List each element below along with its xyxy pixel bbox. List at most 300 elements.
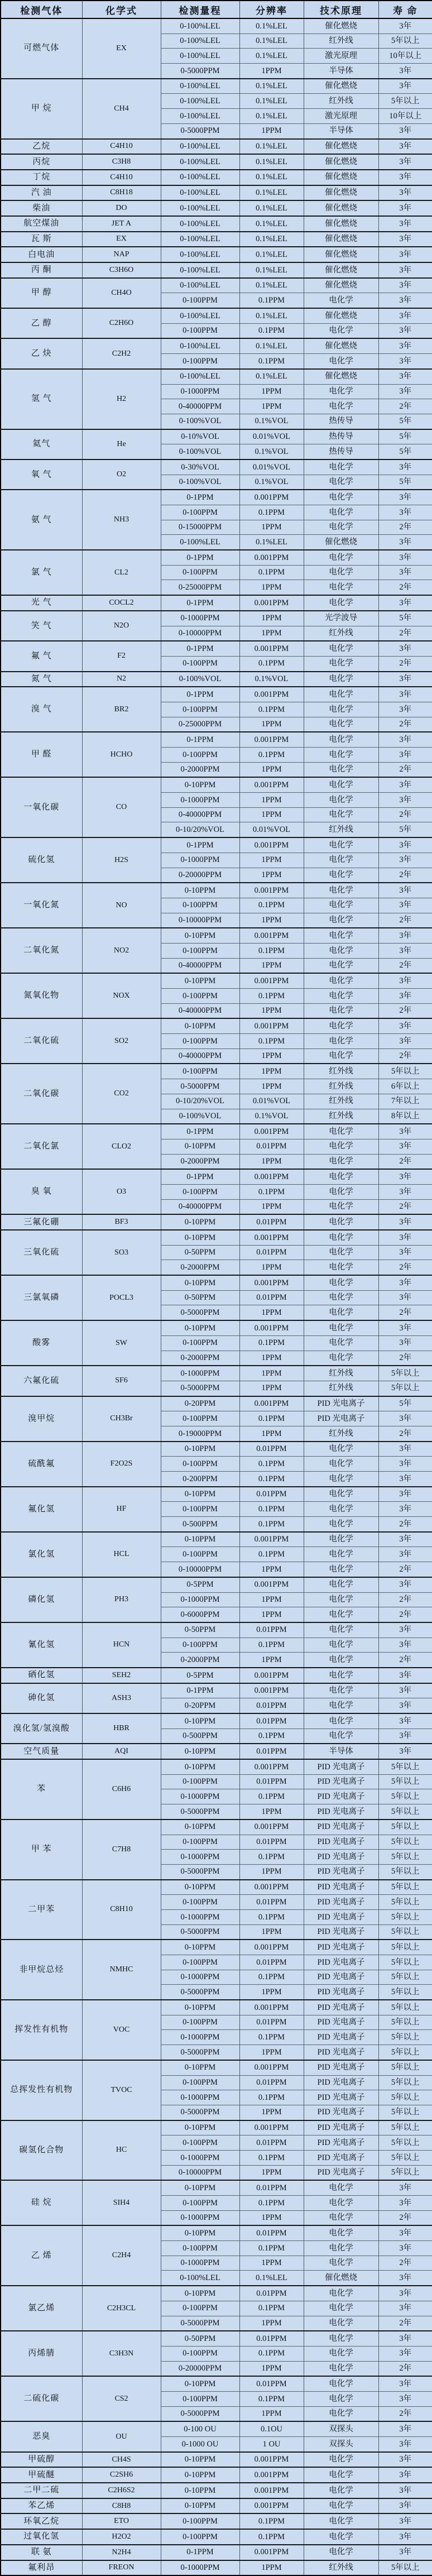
principle-cell: PID 光电离子 [304,1835,378,1850]
principle-cell: PID 光电离子 [304,1970,378,1985]
lifespan-cell: 3年 [378,1139,432,1154]
resolution-cell: 1PPM [239,1804,304,1820]
lifespan-cell: 5年 [378,444,432,459]
resolution-cell: 1PPM [239,717,304,732]
principle-cell: 电化学 [304,717,378,732]
principle-cell: PID 光电离子 [304,2045,378,2060]
principle-cell: 催化燃烧 [304,278,378,293]
lifespan-cell: 2年 [378,1260,432,1275]
principle-cell: 催化燃烧 [304,232,378,247]
principle-cell: 电化学 [304,1698,378,1713]
principle-cell: 电化学 [304,1517,378,1532]
lifespan-cell: 3年 [378,293,432,308]
principle-cell: 红外线 [304,33,378,49]
lifespan-cell: 3年 [378,2452,432,2468]
gas-name-cell: 汽 油 [1,185,82,201]
resolution-cell: 0.1OU [239,2421,304,2436]
table-row [1,1668,432,1683]
range-cell: 0-200PPM [161,1472,239,1487]
range-cell: 0-5000PPM [161,2045,239,2060]
lifespan-cell: 5年以上 [378,2015,432,2030]
gas-name-cell: 三氯氧磷 [1,1275,82,1320]
lifespan-cell: 6年以上 [378,1079,432,1094]
resolution-cell: 0.001PPM [239,1940,304,1955]
resolution-cell: 0.1%LEL [239,200,304,216]
formula-cell: DO [82,200,161,216]
lifespan-cell: 3年 [378,262,432,278]
range-cell: 0-10PPM [161,2060,239,2075]
principle-cell: 电化学 [304,2286,378,2301]
range-cell: 0-1PPM [161,550,239,565]
principle-cell: 电化学 [304,2316,378,2331]
table-row [1,973,432,988]
range-cell: 0-1000PPM [161,2150,239,2165]
gas-name-cell: 溴甲烷 [1,1396,82,1442]
principle-cell: 电化学 [304,1472,378,1487]
gas-name-cell: 二硫化碳 [1,2376,82,2421]
formula-cell: C8H10 [82,1880,161,1940]
table-row [1,2483,432,2498]
lifespan-cell: 5年以上 [378,1835,432,1850]
resolution-cell: 1PPM [239,1381,304,1396]
lifespan-cell: 2年 [378,807,432,822]
principle-cell: 电化学 [304,853,378,868]
resolution-cell: 0.1%LEL [239,216,304,232]
resolution-cell: 1PPM [239,1426,304,1441]
gas-name-cell: 二氧化硫 [1,1018,82,1064]
range-cell: 0-1000PPM [161,2030,239,2045]
range-cell: 0-1PPM [161,1169,239,1184]
range-cell: 0-100%LEL [161,185,239,201]
lifespan-cell: 5年以上 [378,1940,432,1955]
resolution-cell: 0.001PPM [239,1018,304,1033]
formula-cell: CO2 [82,1064,161,1124]
range-cell: 0-5000PPM [161,2105,239,2120]
principle-cell: 电化学 [304,1335,378,1351]
range-cell: 0-10000PPM [161,913,239,928]
range-cell: 0-100PPM [161,656,239,671]
principle-cell: 红外线 [304,1064,378,1079]
table-row [1,1940,432,1955]
principle-cell: PID 光电离子 [304,1864,378,1879]
lifespan-cell: 2年 [378,626,432,641]
gas-table-body [1,18,432,2575]
range-cell: 0-1000PPM [161,1970,239,1985]
table-header [1,1,432,18]
table-row [1,1622,432,1637]
lifespan-cell: 2年 [378,2316,432,2331]
resolution-cell: 0.001PPM [239,1320,304,1335]
range-cell: 0-1000PPM [161,384,239,399]
resolution-cell: 0.1PPM [239,505,304,520]
gas-name-cell: 乙 醇 [1,308,82,338]
formula-cell: H2O2 [82,2529,161,2545]
gas-name-cell: 氢 气 [1,369,82,429]
range-cell: 0-100 OU [161,2421,239,2436]
table-row [1,185,432,201]
principle-cell: 催化燃烧 [304,139,378,155]
lifespan-cell: 3年 [378,354,432,369]
resolution-cell: 0.001PPM [239,2498,304,2514]
formula-cell: C2H4 [82,2225,161,2286]
resolution-cell: 0.001PPM [239,1577,304,1592]
formula-cell: F2 [82,641,161,671]
resolution-cell: 1PPM [239,2210,304,2225]
range-cell: 0-100%LEL [161,139,239,155]
principle-cell: 红外线 [304,822,378,837]
lifespan-cell: 5年 [378,1396,432,1411]
range-cell: 0-1PPM [161,732,239,747]
principle-cell: 催化燃烧 [304,185,378,201]
principle-cell: 电化学 [304,2180,378,2195]
range-cell: 0-10/20%VOL [161,822,239,837]
principle-cell: 电化学 [304,323,378,338]
principle-cell: 双探头 [304,2437,378,2452]
principle-cell: 电化学 [304,293,378,308]
gas-name-cell: 甲 醇 [1,278,82,308]
principle-cell: 催化燃烧 [304,308,378,323]
resolution-cell: 1PPM [239,1154,304,1169]
formula-cell: ASH3 [82,1683,161,1713]
lifespan-cell: 2年 [378,399,432,414]
resolution-cell: 0.1%LEL [239,18,304,33]
principle-cell: 电化学 [304,1048,378,1064]
resolution-cell: 0.1PPM [239,1850,304,1865]
table-row [1,139,432,155]
lifespan-cell: 5年以上 [378,1880,432,1895]
resolution-cell: 0.1PPM [239,1335,304,1351]
resolution-cell: 0.01PPM [239,1835,304,1850]
resolution-cell: 1PPM [239,1562,304,1577]
range-cell: 0-5PPM [161,1577,239,1592]
resolution-cell: 0.001PPM [239,595,304,611]
resolution-cell: 0.01PPM [239,1698,304,1713]
formula-cell: PH3 [82,1577,161,1622]
lifespan-cell: 2年 [378,1607,432,1622]
resolution-cell: 1PPM [239,626,304,641]
principle-cell: 电化学 [304,1577,378,1592]
table-row [1,1275,432,1290]
resolution-cell: 0.1%LEL [239,49,304,64]
range-cell: 0-100PPM [161,354,239,369]
gas-name-cell: 三氧化硫 [1,1230,82,1275]
range-cell: 0-100PPM [161,1034,239,1049]
resolution-cell: 0.1PPM [239,1457,304,1472]
principle-cell: 电化学 [304,928,378,943]
formula-cell: FREON [82,2560,161,2576]
principle-cell: PID 光电离子 [304,1411,378,1426]
table-row [1,2060,432,2075]
principle-cell: 电化学 [304,2346,378,2361]
principle-cell: 电化学 [304,2376,378,2391]
principle-cell: PID 光电离子 [304,1820,378,1835]
principle-cell: PID 光电离子 [304,1789,378,1804]
formula-cell: N2H4 [82,2545,161,2560]
table-row [1,338,432,353]
principle-cell: 电化学 [304,2391,378,2406]
resolution-cell: 1PPM [239,2560,304,2576]
resolution-cell: 0.001PPM [239,1668,304,1683]
lifespan-cell: 3年 [378,2271,432,2286]
principle-cell: 光学波导 [304,611,378,626]
lifespan-cell: 5年以上 [378,2030,432,2045]
resolution-cell: 1PPM [239,1199,304,1214]
gas-name-cell: 丙烷 [1,154,82,170]
range-cell: 0-100PPM [161,1895,239,1910]
formula-cell: C3H6O [82,262,161,278]
gas-name-cell: 硫酰氟 [1,1442,82,1487]
principle-cell: PID 光电离子 [304,1759,378,1774]
range-cell: 0-5000PPM [161,1985,239,2000]
formula-cell: C3H8 [82,154,161,170]
principle-cell: 电化学 [304,913,378,928]
principle-cell: 催化燃烧 [304,170,378,185]
resolution-cell: 0.1PPM [239,2030,304,2045]
principle-cell: 电化学 [304,2467,378,2483]
lifespan-cell: 2年 [378,868,432,883]
resolution-cell: 1PPM [239,611,304,626]
lifespan-cell: 3年 [378,687,432,702]
formula-cell: C8H8 [82,2498,161,2514]
resolution-cell: 1PPM [239,2045,304,2060]
table-row [1,777,432,792]
table-row [1,18,432,33]
range-cell: 0-10/20%VOL [161,1094,239,1109]
resolution-cell: 1PPM [239,913,304,928]
formula-cell: NMHC [82,1940,161,2000]
lifespan-cell: 5年以上 [378,2000,432,2015]
gas-name-cell: 笑 气 [1,611,82,641]
gas-name-cell: 氟化氢 [1,1487,82,1532]
resolution-cell: 0.1%LEL [239,94,304,109]
lifespan-cell: 3年 [378,2513,432,2529]
gas-name-cell: 丙 酮 [1,262,82,278]
principle-cell: 半导体 [304,123,378,138]
lifespan-cell: 5年以上 [378,2045,432,2060]
range-cell: 0-100PPM [161,2391,239,2406]
lifespan-cell: 5年以上 [378,1820,432,1835]
lifespan-cell: 2年 [378,1154,432,1169]
principle-cell: 激光原理 [304,49,378,64]
principle-cell: 电化学 [304,565,378,580]
principle-cell: 半导体 [304,64,378,79]
principle-cell: 电化学 [304,2545,378,2560]
resolution-cell: 1PPM [239,1351,304,1366]
gas-name-cell: 过氧化氢 [1,2529,82,2545]
principle-cell: PID 光电离子 [304,1940,378,1955]
lifespan-cell: 3年 [378,595,432,611]
range-cell: 0-100PPM [161,943,239,958]
range-cell: 0-2000PPM [161,1351,239,1366]
gas-name-cell: 溴化氢/氢溴酸 [1,1713,82,1744]
principle-cell: 电化学 [304,989,378,1004]
table-row [1,1820,432,1835]
lifespan-cell: 2年 [378,2210,432,2225]
principle-cell: PID 光电离子 [304,1880,378,1895]
formula-cell: He [82,429,161,459]
principle-cell: 电化学 [304,732,378,747]
gas-name-cell: 二氧化氮 [1,928,82,973]
lifespan-cell: 3年 [378,1668,432,1683]
lifespan-cell: 5年以上 [378,1895,432,1910]
range-cell: 0-40000PPM [161,958,239,973]
range-cell: 0-50PPM [161,1622,239,1637]
range-cell: 0-100PPM [161,323,239,338]
range-cell: 0-100%LEL [161,308,239,323]
lifespan-cell: 3年 [378,79,432,94]
lifespan-cell: 3年 [378,18,432,33]
lifespan-cell: 2年 [378,1426,432,1441]
formula-cell: N2 [82,672,161,687]
table-row [1,732,432,747]
principle-cell: 红外线 [304,1109,378,1124]
range-cell: 0-10PPM [161,1713,239,1728]
principle-cell: 电化学 [304,1442,378,1457]
range-cell: 0-100PPM [161,2241,239,2256]
lifespan-cell: 3年 [378,1577,432,1592]
resolution-cell: 0.01PPM [239,1442,304,1457]
resolution-cell: 0.1PPM [239,1502,304,1517]
principle-cell: PID 光电离子 [304,1909,378,1924]
lifespan-cell: 2年 [378,1351,432,1366]
table-row [1,1169,432,1184]
resolution-cell: 0.1PPM [239,565,304,580]
gas-name-cell: 甲硫醚 [1,2467,82,2483]
range-cell: 0-100%VOL [161,414,239,429]
principle-cell: PID 光电离子 [304,2075,378,2090]
gas-name-cell: 丙烯腈 [1,2331,82,2376]
table-row [1,2560,432,2576]
table-row [1,2529,432,2545]
principle-cell: 催化燃烧 [304,535,378,550]
principle-cell: 电化学 [304,1290,378,1305]
principle-cell: 电化学 [304,2331,378,2346]
lifespan-cell: 5年以上 [378,1924,432,1940]
gas-name-cell: 可燃气体 [1,18,82,79]
formula-cell: N2O [82,611,161,641]
resolution-cell: 1PPM [239,868,304,883]
principle-cell: 电化学 [304,868,378,883]
resolution-cell: 0.001PPM [239,1880,304,1895]
principle-cell: 电化学 [304,1260,378,1275]
range-cell: 0-100%LEL [161,247,239,262]
table-row [1,928,432,943]
resolution-cell: 0.01PPM [239,1895,304,1910]
lifespan-cell: 3年 [378,384,432,399]
resolution-cell: 0.1PPM [239,354,304,369]
lifespan-cell: 3年 [378,2346,432,2361]
range-cell: 0-100%LEL [161,170,239,185]
table-row [1,2545,432,2560]
resolution-cell: 0.1%LEL [239,139,304,155]
resolution-cell: 0.1%LEL [239,33,304,49]
lifespan-cell: 5年以上 [378,1366,432,1381]
range-cell: 0-1000PPM [161,2090,239,2105]
range-cell: 0-10PPM [161,777,239,792]
resolution-cell: 1PPM [239,1985,304,2000]
resolution-cell: 0.001PPM [239,1820,304,1835]
principle-cell: PID 光电离子 [304,2105,378,2120]
lifespan-cell: 3年 [378,1335,432,1351]
range-cell: 0-1000PPM [161,1850,239,1865]
resolution-cell: 0.1%LEL [239,369,304,384]
range-cell: 0-20PPM [161,1396,239,1411]
range-cell: 0-100PPM [161,2513,239,2529]
range-cell: 0-1000PPM [161,2210,239,2225]
principle-cell: 催化燃烧 [304,247,378,262]
lifespan-cell: 3年 [378,2225,432,2240]
range-cell: 0-1PPM [161,687,239,702]
range-cell: 0-1PPM [161,1683,239,1698]
resolution-cell: 0.1%LEL [239,262,304,278]
range-cell: 0-100PPM [161,2196,239,2211]
resolution-cell: 1PPM [239,64,304,79]
range-cell: 0-2000PPM [161,1260,239,1275]
lifespan-cell: 5年以上 [378,2165,432,2180]
lifespan-cell: 3年 [378,2196,432,2211]
range-cell: 0-100%LEL [161,232,239,247]
lifespan-cell: 3年 [378,1487,432,1502]
resolution-cell: 0.1PPM [239,748,304,763]
gas-name-cell: 恶臭 [1,2421,82,2451]
table-row [1,154,432,170]
range-cell: 0-50PPM [161,1245,239,1260]
principle-cell: 电化学 [304,490,378,505]
table-row [1,2225,432,2240]
range-cell: 0-100PPM [161,1835,239,1850]
principle-cell: 电化学 [304,641,378,656]
principle-cell: PID 光电离子 [304,1396,378,1411]
principle-cell: 电化学 [304,1245,378,1260]
resolution-cell: 0.001PPM [239,777,304,792]
lifespan-cell: 5年以上 [378,2150,432,2165]
table-row [1,2286,432,2301]
table-row [1,550,432,565]
resolution-cell: 0.001PPM [239,1759,304,1774]
range-cell: 0-5000PPM [161,1804,239,1820]
principle-cell: 电化学 [304,1592,378,1607]
gas-name-cell: 空气质量 [1,1744,82,1759]
gas-name-cell: 联 氨 [1,2545,82,2560]
lifespan-cell: 3年 [378,1411,432,1426]
resolution-cell: 0.01PPM [239,1713,304,1728]
gas-name-cell: 瓦 斯 [1,232,82,247]
range-cell: 0-100PPM [161,1064,239,1079]
lifespan-cell: 5年以上 [378,1850,432,1865]
resolution-cell: 0.1PPM [239,898,304,913]
range-cell: 0-40000PPM [161,1003,239,1018]
range-cell: 0-100%VOL [161,1109,239,1124]
resolution-cell: 1PPM [239,2165,304,2180]
lifespan-cell: 3年 [378,1532,432,1547]
lifespan-cell: 3年 [378,2421,432,2436]
lifespan-cell: 5年以上 [378,2105,432,2120]
formula-cell: CH4S [82,2452,161,2468]
resolution-cell: 0.001PPM [239,550,304,565]
principle-cell: PID 光电离子 [304,2000,378,2015]
range-cell: 0-1000PPM [161,1592,239,1607]
resolution-cell: 0.1%VOL [239,1109,304,1124]
range-cell: 0-10PPM [161,973,239,988]
range-cell: 0-10PPM [161,1487,239,1502]
table-row [1,262,432,278]
table-row [1,1214,432,1230]
gas-name-cell: 氮 气 [1,672,82,687]
table-row [1,1532,432,1547]
range-cell: 0-10PPM [161,883,239,898]
range-cell: 0-5000PPM [161,123,239,138]
range-cell: 0-10PPM [161,2120,239,2136]
